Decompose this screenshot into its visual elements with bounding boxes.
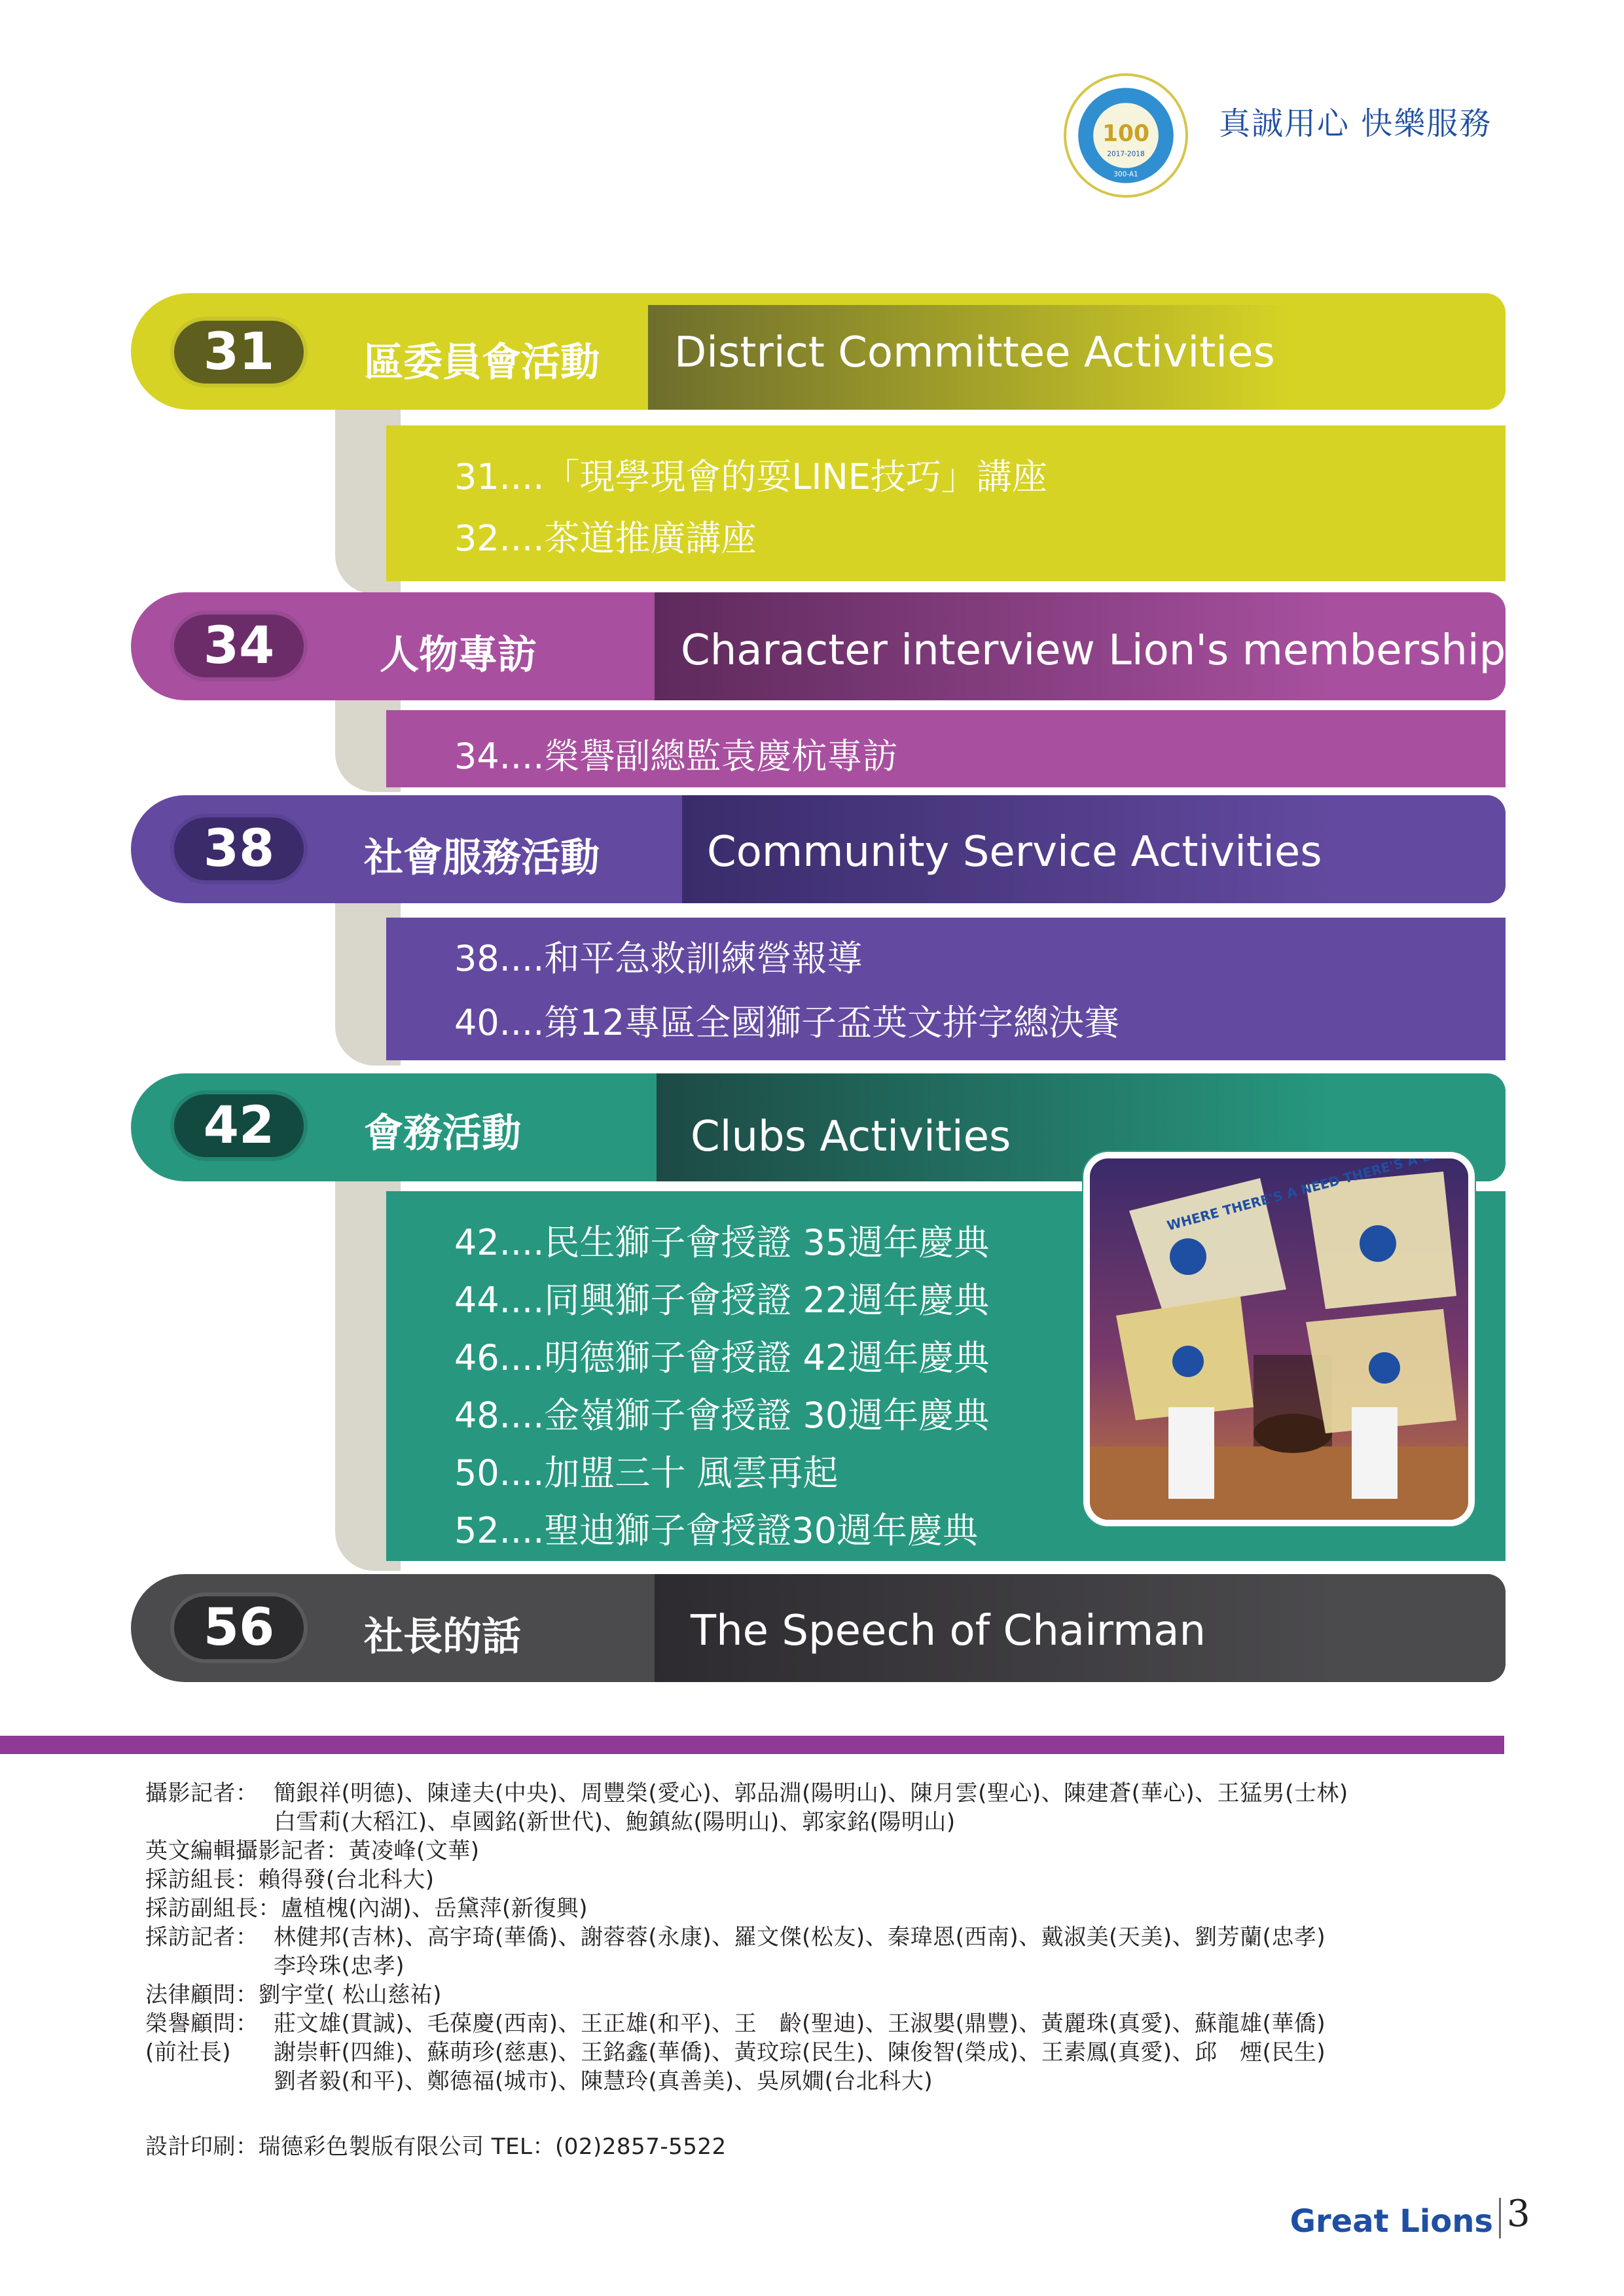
section-56-title-cn: 社長的話 <box>364 1614 521 1660</box>
page-number: 3 <box>1507 2193 1530 2235</box>
section-56-number: 56 <box>203 1598 275 1657</box>
section-38-header[interactable] <box>131 795 1506 903</box>
reporters-label: 採訪記者： <box>145 1924 259 1950</box>
honorary-line-1: 莊文雄(貫誠)、毛葆慶(西南)、王正雄(和平)、王 齡(聖迪)、王淑嬰(鼎豐)、黃麗珠(真愛)、蘇龍雄(華僑) <box>274 2011 1326 2037</box>
section-34-items <box>386 710 1506 787</box>
section-56-header[interactable] <box>131 1574 1506 1682</box>
section-31-title-cn: 區委員會活動 <box>364 340 600 386</box>
photographers-line-1: 簡銀祥(明德)、陳達夫(中央)、周豐榮(愛心)、郭品淵(陽明山)、陳月雲(聖心)、陳建蒼(華心)、王猛男(士林) <box>274 1780 1348 1806</box>
lions-100-logo <box>1064 73 1188 198</box>
interview-deputy: 採訪副組長：盧植槐(內湖)、岳黛萍(新復興) <box>145 1895 588 1922</box>
honorary-line-2: 謝崇軒(四維)、蘇萌珍(慈惠)、王銘鑫(華僑)、黃玟琮(民生)、陳俊智(榮成)、王素鳳(真愛)、邱 煙(民生) <box>274 2039 1326 2066</box>
section-42-item-3[interactable]: 46....明德獅子會授證 42週年慶典 <box>454 1337 990 1378</box>
section-56-number-oval <box>170 1592 308 1663</box>
section-34-title-cn: 人物專訪 <box>380 632 537 678</box>
printing-credit: 設計印刷：瑞德彩色製版有限公司 TEL：(02)2857-5522 <box>145 2134 727 2160</box>
section-31-item-2[interactable]: 32....茶道推廣講座 <box>454 518 757 559</box>
section-42-item-4[interactable]: 48....金嶺獅子會授證 30週年慶典 <box>454 1395 990 1436</box>
section-38-number-oval <box>170 814 308 884</box>
reporters-line-1: 林健邦(吉林)、高宇琦(華僑)、謝蓉蓉(永康)、羅文傑(松友)、秦瑋恩(西南)、戴淑美(天美)、劉芳蘭(忠孝) <box>274 1924 1326 1950</box>
section-42-item-2[interactable]: 44....同興獅子會授證 22週年慶典 <box>454 1280 990 1321</box>
svg-text:300-A1: 300-A1 <box>1113 170 1138 179</box>
section-31-items <box>386 425 1506 581</box>
section-34-item-1[interactable]: 34....榮譽副總監袁慶杭專訪 <box>454 736 898 777</box>
footer-separator <box>1499 2198 1501 2238</box>
credits-divider <box>0 1736 1504 1754</box>
section-31-header[interactable] <box>131 293 1506 410</box>
interview-chief: 採訪組長：賴得發(台北科大) <box>145 1867 435 1893</box>
former-president-label: (前社長) <box>145 2039 232 2066</box>
honorary-line-3: 劉者毅(和平)、鄭德福(城市)、陳慧玲(真善美)、吳夙嫺(台北科大) <box>274 2068 933 2094</box>
legal-advisor: 法律顧問：劉宇堂( 松山慈祐) <box>145 1982 442 2008</box>
section-42-title-cn: 會務活動 <box>364 1111 521 1157</box>
section-34-number: 34 <box>203 617 275 675</box>
section-42-item-5[interactable]: 50....加盟三十 風雲再起 <box>454 1452 839 1494</box>
section-38-items <box>386 918 1506 1060</box>
reporters-line-2: 李玲珠(忠孝) <box>274 1953 405 1979</box>
section-31-number-oval <box>170 317 308 387</box>
photographers-label: 攝影記者： <box>145 1780 259 1806</box>
photographers-line-2: 白雪莉(大稻江)、卓國銘(新世代)、鮑鎮紘(陽明山)、郭家銘(陽明山) <box>274 1809 956 1835</box>
section-31-number: 31 <box>203 323 275 382</box>
section-38-title-en: Community Service Activities <box>707 828 1322 876</box>
section-31-item-1[interactable]: 31....「現學現會的耍LINE技巧」講座 <box>454 456 1047 497</box>
section-34-header[interactable] <box>131 592 1506 700</box>
section-38-number: 38 <box>203 819 275 878</box>
section-56-title-en: The Speech of Chairman <box>691 1607 1206 1655</box>
section-42-number-oval <box>170 1090 308 1161</box>
section-42-number: 42 <box>203 1096 275 1155</box>
section-42-item-6[interactable]: 52....聖迪獅子會授證30週年慶典 <box>454 1510 979 1551</box>
clubs-activities-photo <box>1083 1152 1475 1526</box>
section-42-item-1[interactable]: 42....民生獅子會授證 35週年慶典 <box>454 1222 990 1263</box>
photo-banner-text: WHERE THERE'S A NEED THERE'S A <box>1165 1158 1420 1234</box>
slogan: 真誠用心 快樂服務 <box>1219 105 1492 142</box>
svg-text:2017-2018: 2017-2018 <box>1107 150 1145 158</box>
section-34-number-oval <box>170 611 308 681</box>
footer-brand: Great Lions <box>1290 2203 1493 2240</box>
svg-text:100: 100 <box>1102 120 1149 147</box>
section-34-title-en: Character interview Lion's membership <box>681 626 1506 675</box>
section-38-title-cn: 社會服務活動 <box>364 835 600 881</box>
english-editor: 英文編輯攝影記者：黃凌峰(文華) <box>145 1838 480 1864</box>
section-31-title-en: District Committee Activities <box>674 329 1275 377</box>
section-38-item-2[interactable]: 40....第12專區全國獅子盃英文拼字總決賽 <box>454 1002 1120 1043</box>
section-42-title-en: Clubs Activities <box>691 1113 1011 1161</box>
section-38-item-1[interactable]: 38....和平急救訓練營報導 <box>454 938 863 979</box>
honorary-label: 榮譽顧問： <box>145 2011 259 2037</box>
